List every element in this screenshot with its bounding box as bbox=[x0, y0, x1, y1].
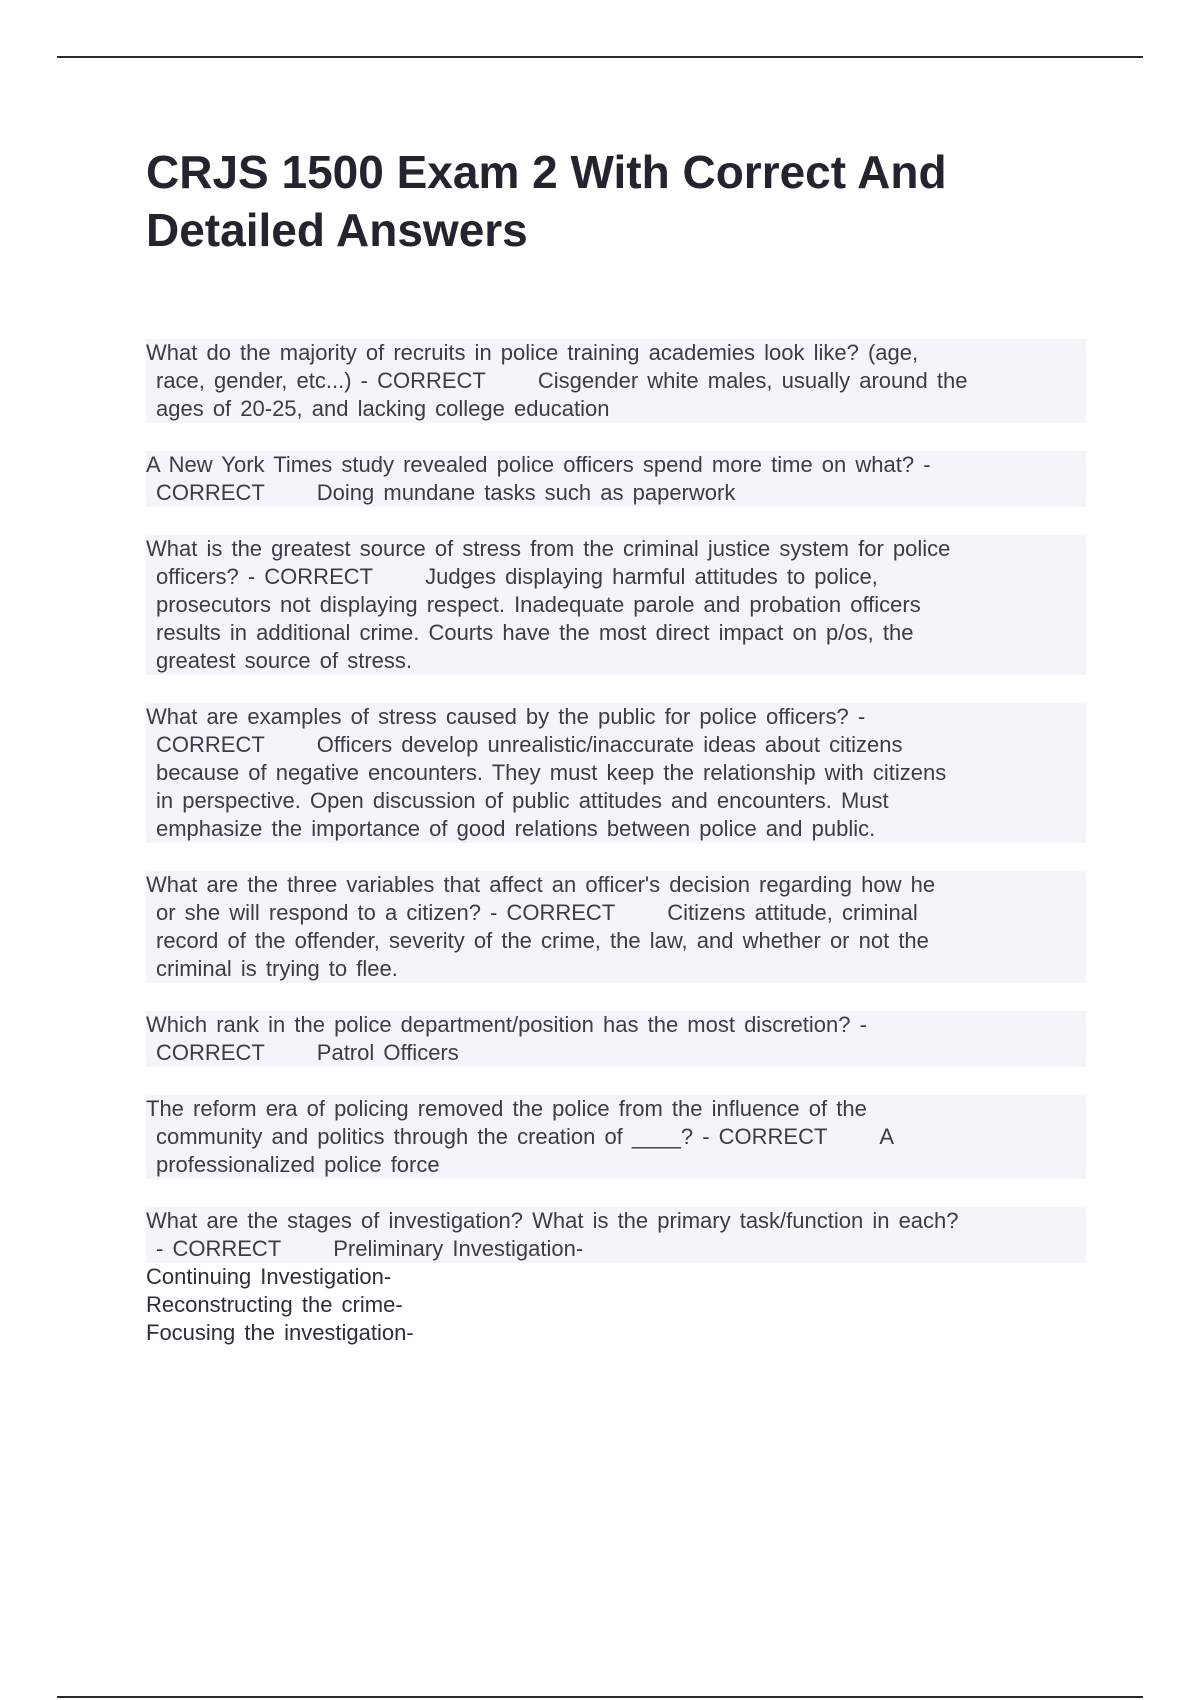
qa-line: emphasize the importance of good relations between police and public. bbox=[146, 815, 1086, 843]
qa-item-8 bbox=[146, 1207, 1086, 1347]
qa-answer-start: A bbox=[879, 1124, 895, 1149]
qa-line: What are the stages of investigation? What is the primary task/function in each? bbox=[146, 1207, 1086, 1235]
qa-line: A New York Times study revealed police officers spend more time on what? - bbox=[146, 451, 1086, 479]
qa-line: results in additional crime. Courts have the most direct impact on p/os, the bbox=[146, 619, 1086, 647]
qa-answer-start: Patrol Officers bbox=[316, 1040, 459, 1065]
qa-item-4 bbox=[146, 703, 1086, 843]
qa-line bbox=[146, 1235, 1086, 1263]
qa-line bbox=[146, 1123, 1086, 1151]
qa-question-end: or she will respond to a citizen? - CORRECT bbox=[156, 900, 616, 925]
qa-line: What is the greatest source of stress from the criminal justice system for police bbox=[146, 535, 1086, 563]
qa-question-end: race, gender, etc...) - CORRECT bbox=[156, 368, 486, 393]
qa-question-end: community and politics through the creation of ____? - CORRECT bbox=[156, 1124, 828, 1149]
qa-item-3 bbox=[146, 535, 1086, 675]
qa-question-end: officers? - CORRECT bbox=[156, 564, 374, 589]
top-rule bbox=[57, 56, 1143, 58]
qa-line bbox=[146, 731, 1086, 759]
qa-item-1 bbox=[146, 339, 1086, 423]
qa-line bbox=[146, 479, 1086, 507]
qa-line: What are the three variables that affect an officer's decision regarding how he bbox=[146, 871, 1086, 899]
qa-answer-start: Doing mundane tasks such as paperwork bbox=[316, 480, 736, 505]
qa-item-5 bbox=[146, 871, 1086, 983]
qa-question-end: CORRECT bbox=[156, 1040, 265, 1065]
qa-tail-line: Continuing Investigation- bbox=[146, 1264, 392, 1289]
qa-answer-start: Preliminary Investigation- bbox=[333, 1236, 584, 1261]
qa-line: What do the majority of recruits in police training academies look like? (age, bbox=[146, 339, 1086, 367]
bottom-rule bbox=[57, 1696, 1143, 1698]
qa-answer-start: Cisgender white males, usually around the bbox=[537, 368, 968, 393]
qa-line: professionalized police force bbox=[146, 1151, 1086, 1179]
qa-line: record of the offender, severity of the crime, the law, and whether or not the bbox=[146, 927, 1086, 955]
qa-line: in perspective. Open discussion of public attitudes and encounters. Must bbox=[146, 787, 1086, 815]
qa-line: because of negative encounters. They must keep the relationship with citizens bbox=[146, 759, 1086, 787]
qa-line: greatest source of stress. bbox=[146, 647, 1086, 675]
qa-line: The reform era of policing removed the police from the influence of the bbox=[146, 1095, 1086, 1123]
qa-line: What are examples of stress caused by the public for police officers? - bbox=[146, 703, 1086, 731]
qa-tail-line: Reconstructing the crime- bbox=[146, 1292, 403, 1317]
qa-answer-start: Judges displaying harmful attitudes to police, bbox=[425, 564, 878, 589]
document-title: CRJS 1500 Exam 2 With Correct And Detailed Answers bbox=[146, 146, 947, 256]
qa-question-end: CORRECT bbox=[156, 732, 265, 757]
qa-question-end: CORRECT bbox=[156, 480, 265, 505]
qa-item-2 bbox=[146, 451, 1086, 507]
qa-line bbox=[146, 563, 1086, 591]
qa-line bbox=[146, 1039, 1086, 1067]
qa-question-end: - CORRECT bbox=[156, 1236, 282, 1261]
qa-line: prosecutors not displaying respect. Inadequate parole and probation officers bbox=[146, 591, 1086, 619]
qa-line: Which rank in the police department/position has the most discretion? - bbox=[146, 1011, 1086, 1039]
qa-line bbox=[146, 899, 1086, 927]
qa-tail-line: Focusing the investigation- bbox=[146, 1320, 414, 1345]
qa-list bbox=[146, 339, 1086, 1375]
qa-line bbox=[146, 367, 1086, 395]
qa-line: ages of 20-25, and lacking college education bbox=[146, 395, 1086, 423]
qa-item-7 bbox=[146, 1095, 1086, 1179]
qa-item-6 bbox=[146, 1011, 1086, 1067]
qa-answer-start: Officers develop unrealistic/inaccurate ideas about citizens bbox=[316, 732, 903, 757]
qa-line: criminal is trying to flee. bbox=[146, 955, 1086, 983]
qa-answer-start: Citizens attitude, criminal bbox=[667, 900, 918, 925]
